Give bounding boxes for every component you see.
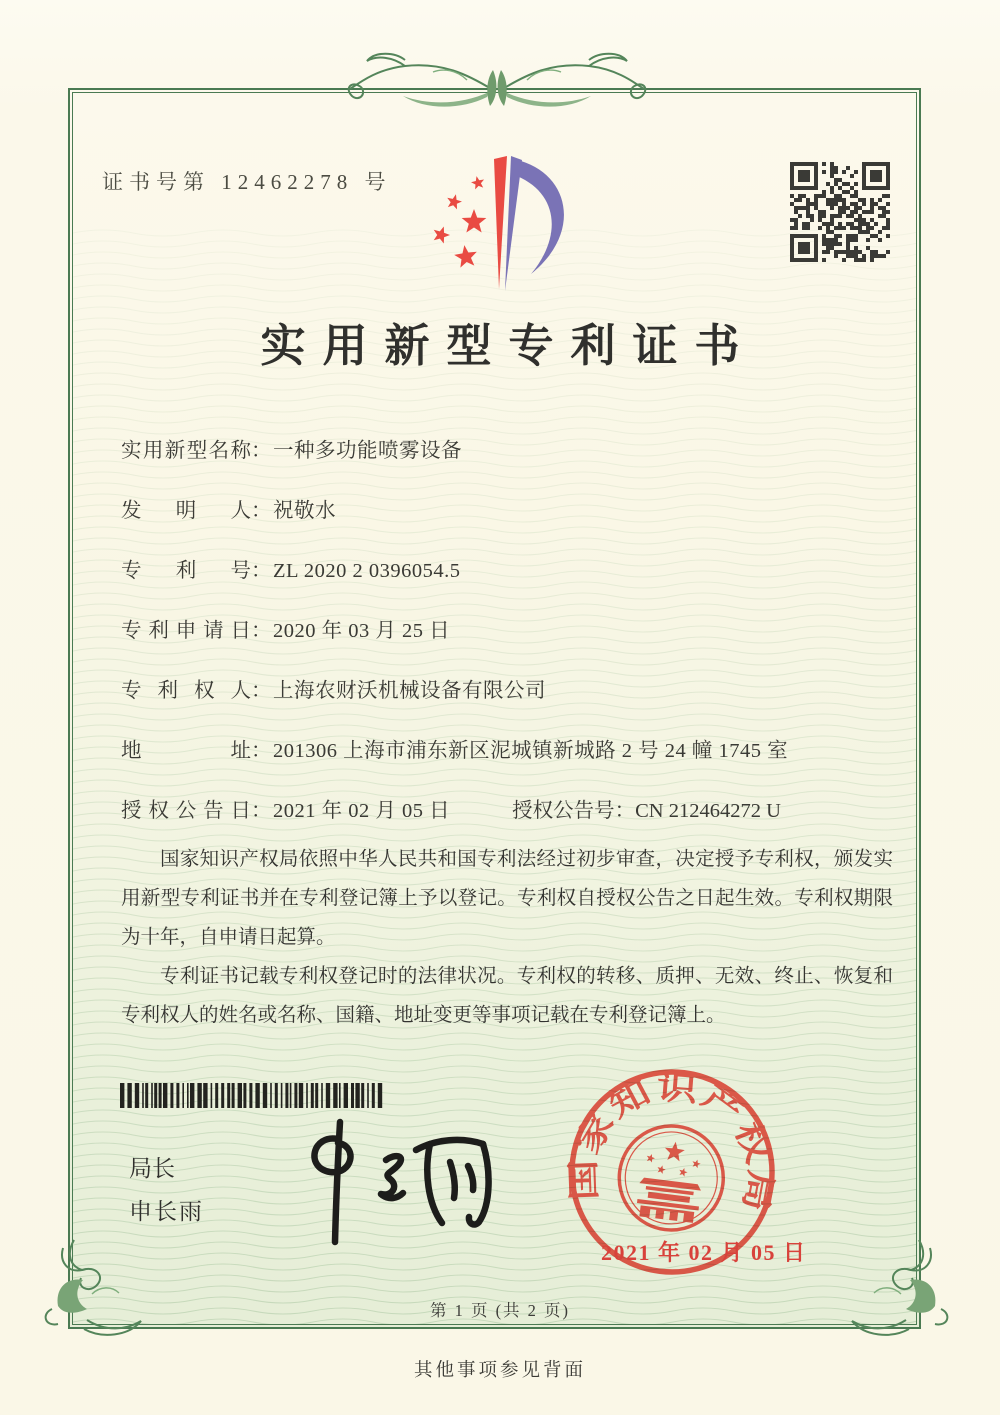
qr-code-icon [790,162,890,262]
field-label: 专利权人 [121,680,251,702]
footer-note: 其他事项参见背面 [413,1361,586,1381]
signer-title: 局长 [129,1155,175,1181]
field-row-address [121,736,911,796]
field-row-inventor [121,496,911,556]
top-border-flourish-ornament [347,50,647,122]
field-row-name [121,436,911,496]
grant-no-value: CN 212464272 U [635,800,781,822]
field-row-patentee [121,676,911,736]
field-colon: ： [251,500,272,522]
field-label: 专利申请日 [121,620,251,642]
cnipa-logo-icon [408,141,603,299]
field-colon: ： [251,560,272,582]
field-label: 专利号 [121,560,251,582]
grant-no-label: 授权公告号 [512,800,615,822]
field-label: 发明人 [121,500,251,522]
certificate-number: 证书号第 12462278 号 [102,170,392,194]
legal-paragraph-1: 国家知识产权局依照中华人民共和国专利法经过初步审查，决定授予专利权，颁发实用新型专利证书并在专利登记簿上予以登记。专利权自授权公告之日起生效。专利权期限为十年，自申请日起算。 [121,849,893,948]
field-colon: ： [251,680,272,702]
field-value: 一种多功能喷雾设备 [273,440,462,462]
barcode-icon [120,1083,386,1108]
field-row-patent-no [121,556,911,616]
signature-icon [278,1116,518,1246]
seal-text: 国家知识产权局 [566,1070,779,1209]
svg-text:国家知识产权局 [563,1063,781,1226]
field-value: 上海农财沃机械设备有限公司 [273,680,546,702]
legal-paragraph-2: 专利证书记载专利权登记时的法律状况。专利权的转移、质押、无效、终止、恢复和专利权人的姓名或名称、国籍、地址变更等事项记载在专利登记簿上。 [121,966,893,1026]
legal-text [121,840,893,1035]
field-colon: ： [614,800,636,822]
field-colon: ： [251,440,272,462]
page-info: 第 1 页 (共 2 页) [429,1301,571,1320]
bottom-right-corner-ornament [845,1236,957,1348]
field-label: 授权公告日 [121,800,251,822]
grant-no-group [512,796,781,826]
field-value: ZL 2020 2 0396054.5 [273,560,461,582]
national-emblem [613,1120,729,1236]
field-colon: ： [251,800,272,822]
logo-red-wedge [494,156,507,289]
signer-name: 申长雨 [129,1198,204,1224]
field-label: 地址 [121,740,251,762]
certificate-title: 实用新型专利证书 [260,321,757,371]
bottom-left-corner-ornament [36,1236,148,1348]
field-value: 201306 上海市浦东新区泥城镇新城路 2 号 24 幢 1745 室 [273,740,789,762]
field-row-filing-date [121,616,911,676]
field-colon: ： [251,740,272,762]
logo-p-bowl [517,161,564,274]
field-colon: ： [251,620,272,642]
field-label: 实用新型名称 [121,440,251,462]
grant-date-value: 2021 年 02 月 05 日 [273,800,451,822]
logo-stars [434,176,487,267]
seal-date: 2021 年 02 月 05 日 [601,1240,807,1265]
field-value: 祝敬水 [273,500,336,522]
field-value: 2020 年 03 月 25 日 [273,620,451,642]
field-list [121,436,911,856]
